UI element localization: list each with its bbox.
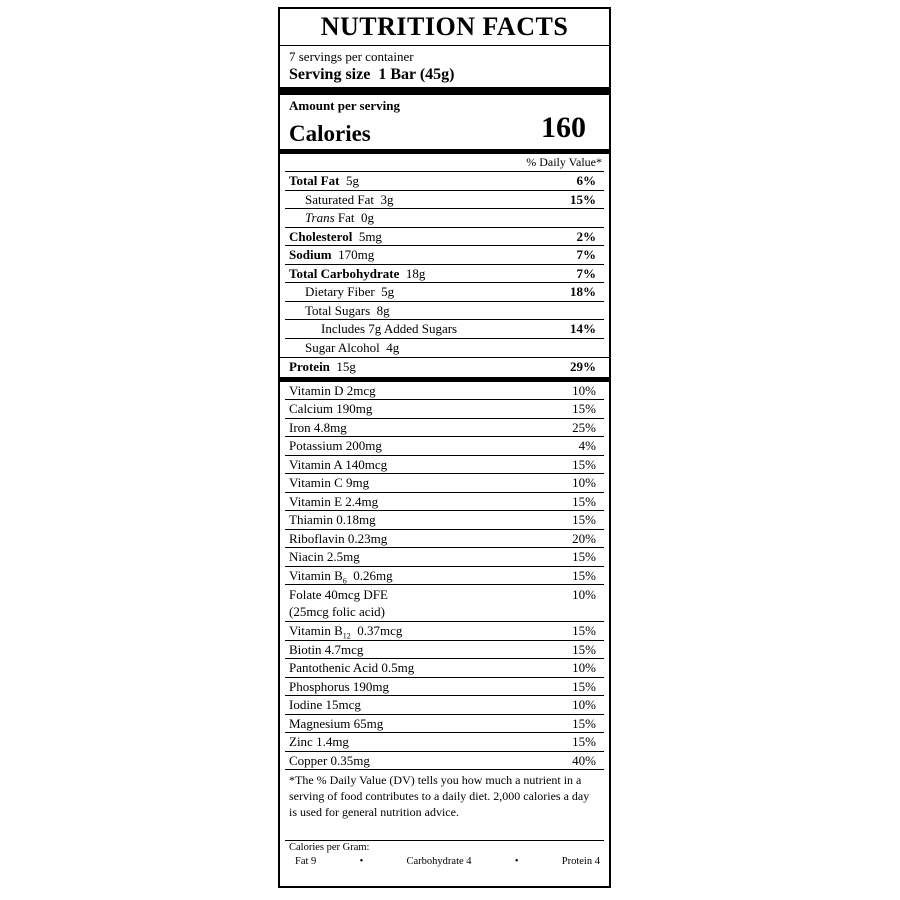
serving-size-label: Serving size <box>289 66 371 83</box>
vitamin-row: Vitamin $B_{12}$ 0.37mcg 15% <box>285 622 604 641</box>
nutrient-row-protein: Protein 15g 29% <box>289 359 596 374</box>
nutrient-row-cholesterol: Cholesterol 5mg 2% <box>285 228 604 247</box>
vitamin-row: Zinc 1.4mg 15% <box>285 733 604 752</box>
vitamin-row: Niacin 2.5mg 15% <box>285 548 604 567</box>
calories-row <box>285 111 604 149</box>
vitamin-row: Phosphorus 190mg 15% <box>285 678 604 697</box>
calories-value: 160 <box>541 111 586 144</box>
vitamin-row: Potassium 200mg 4% <box>285 437 604 456</box>
label-title: NUTRITION FACTS <box>280 9 609 46</box>
vitamin-row: Folate 40mcg DFE (25mcg folic acid) 10% <box>285 585 604 622</box>
vitamin-row: Biotin 4.7mcg 15% <box>285 641 604 660</box>
nutrient-row-dietary-fiber: Dietary Fiber 5g 18% <box>285 283 604 302</box>
vitamin-row: Pantothenic Acid 0.5mg 10% <box>285 659 604 678</box>
calories-label: Calories <box>289 121 371 146</box>
vitamin-row: Vitamin A 140mcg 15% <box>285 456 604 475</box>
servings-per-container: 7 servings per container <box>289 49 414 64</box>
vitamin-row: Calcium 190mg 15% <box>285 400 604 419</box>
nutrient-row-total-sugars: Total Sugars 8g <box>285 302 604 321</box>
calories-per-gram-label: Calories per Gram: <box>289 842 370 853</box>
vitamin-row: Iron 4.8mg 25% <box>285 419 604 438</box>
daily-value-header: % Daily Value* <box>285 154 604 172</box>
vitamin-row: Magnesium 65mg 15% <box>285 715 604 734</box>
daily-value-footnote: *The % Daily Value (DV) tells you how much a nutrient in a serving of food contributes to a daily diet. 2,000 calories a day is used for general nutrition advice. <box>285 770 604 841</box>
vitamin-row: Riboflavin 0.23mg 20% <box>285 530 604 549</box>
vitamin-row: Thiamin 0.18mg 15% <box>285 511 604 530</box>
thick-divider <box>280 87 609 95</box>
vitamin-row: Iodine 15mcg 10% <box>285 696 604 715</box>
serving-size <box>285 65 604 85</box>
vitamin-row: Vitamin $B_6$ 0.26mg 15% <box>285 567 604 586</box>
cpg-protein: Protein 4 <box>561 856 600 867</box>
nutrient-row-saturated-fat: Saturated Fat 3g 15% <box>285 191 604 210</box>
serving-size-value: 1 Bar (45g) <box>378 66 455 83</box>
calories-per-gram-values <box>285 854 604 868</box>
vitamin-row: Vitamin C 9mg 10% <box>285 474 604 493</box>
vitamin-row: Vitamin E 2.4mg 15% <box>285 493 604 512</box>
nutrition-label <box>278 7 611 888</box>
cpg-carb: Carbohydrate 4 <box>406 856 472 867</box>
nutrient-row-total-fat: Total Fat 5g 6% <box>285 172 604 191</box>
nutrient-row-trans-fat: Trans Fat 0g <box>285 209 604 228</box>
nutrient-row-added-sugars: Includes 7g Added Sugars 14% <box>285 320 604 339</box>
bullet-icon: • <box>359 856 364 867</box>
nutrient-row-total-carbohydrate: Total Carbohydrate 18g 7% <box>285 265 604 284</box>
nutrient-row-sugar-alcohol: Sugar Alcohol 4g <box>305 339 400 355</box>
amount-per-serving: Amount per serving <box>289 98 400 113</box>
bullet-icon: • <box>514 856 519 867</box>
vitamin-row: Copper 0.35mg 40% <box>285 752 604 771</box>
cpg-fat: Fat 9 <box>295 856 317 867</box>
vitamin-row: Vitamin D 2mcg 10% <box>285 382 604 401</box>
nutrient-row-sodium: Sodium 170mg 7% <box>285 246 604 265</box>
